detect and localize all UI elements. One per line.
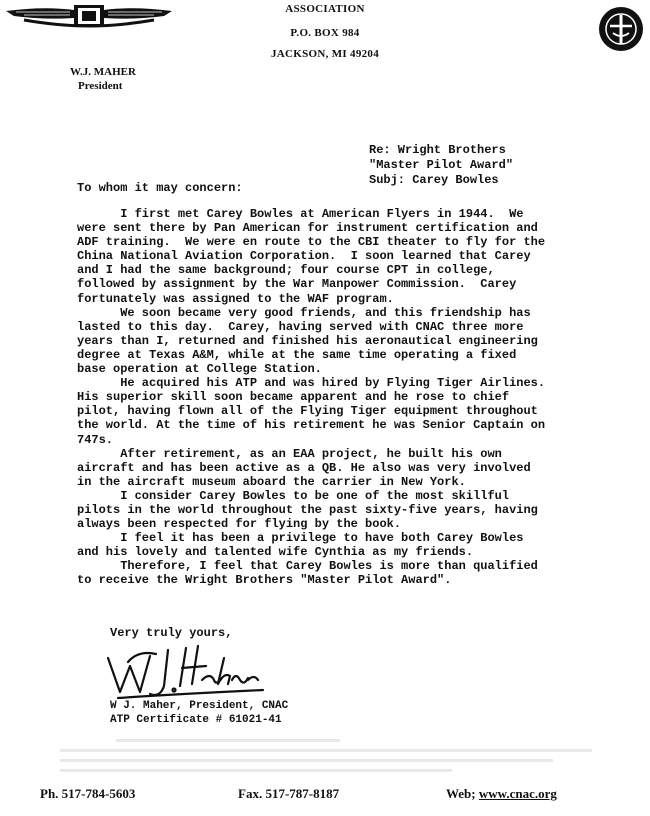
- body-line: and his lovely and talented wife Cynthia as my friends.: [77, 545, 474, 560]
- body-line: and I had the same background; four course CPT in college,: [77, 263, 495, 278]
- body-line: I feel it has been a privilege to have both Carey Bowles: [77, 531, 524, 546]
- handwritten-signature: [98, 636, 273, 704]
- body-line: degree at Texas A&M, while at the same time operating a fixed: [77, 347, 517, 362]
- body-line: He acquired his ATP and was hired by Flying Tiger Airlines.: [77, 376, 546, 391]
- body-line: to receive the Wright Brothers "Master Pilot Award".: [77, 573, 452, 588]
- closing: Very truly yours,: [110, 626, 233, 640]
- body-line: lasted to this day. Carey, having served with CNAC three more: [77, 319, 524, 334]
- body-line: We soon became very good friends, and this friendship has: [77, 305, 531, 320]
- seal-logo-icon: [598, 6, 644, 52]
- president-name: W.J. MAHER: [70, 66, 136, 78]
- body-line: 747s.: [77, 432, 114, 447]
- body-line: always been respected for flying by the book.: [77, 517, 402, 532]
- body-line: I consider Carey Bowles to be one of the most skillful: [77, 488, 510, 503]
- body-line: pilot, having flown all of the Flying Tiger equipment throughout: [77, 404, 538, 419]
- subject-line: Subj: Carey Bowles: [369, 173, 499, 187]
- body-line: Therefore, I feel that Carey Bowles is more than qualified: [77, 559, 538, 574]
- org-po-box: P.O. BOX 984: [290, 27, 360, 39]
- body-line: fortunately was assigned to the WAF program.: [77, 291, 394, 306]
- org-name: ASSOCIATION: [285, 3, 365, 15]
- certificate-number: ATP Certificate # 61021-41: [110, 714, 282, 726]
- body-line: His superior skill soon became apparent and he rose to chief: [77, 390, 510, 405]
- body-line: pilots in the world throughout the past sixty-five years, having: [77, 502, 538, 517]
- body-line: in the aircraft museum aboard the carrier in New York.: [77, 474, 466, 489]
- website-link[interactable]: www.cnac.org: [478, 786, 557, 801]
- footer-phone: Ph. 517-784-5603: [40, 786, 136, 801]
- body-line: ADF training. We were en route to the CBI theater to fly for the: [77, 235, 546, 250]
- body-line: were sent there by Pan American for instrument certification and: [77, 221, 538, 236]
- signatory-name: W J. Maher, President, CNAC: [110, 700, 289, 712]
- subject-block: [369, 143, 513, 188]
- footer-fax: Fax. 517-787-8187: [238, 786, 340, 801]
- body-line: years than I, returned and finished his aeronautical engineering: [77, 333, 538, 348]
- org-city: JACKSON, MI 49204: [270, 48, 380, 60]
- body-line: base operation at College Station.: [77, 362, 322, 377]
- body-line: China National Aviation Corporation. I soon learned that Carey: [77, 249, 531, 264]
- body-line: followed by assignment by the War Manpower Commission. Carey: [77, 277, 517, 292]
- body-line: the world. At the time of his retirement he was Senior Captain on: [77, 418, 546, 433]
- president-title: President: [78, 80, 123, 92]
- salutation: To whom it may concern:: [77, 181, 243, 195]
- body-line: I first met Carey Bowles at American Flyers in 1944. We: [77, 207, 524, 221]
- letter-body: [77, 207, 597, 588]
- body-line: After retirement, as an EAA project, he built his own: [77, 446, 502, 461]
- web-label: Web;: [446, 786, 476, 801]
- award-line: "Master Pilot Award": [369, 158, 514, 172]
- bleed-through-texture: [60, 732, 620, 782]
- re-line: Re: Wright Brothers: [369, 143, 506, 157]
- footer-web: [446, 786, 557, 802]
- body-line: aircraft and has been active as a QB. He also was very involved: [77, 460, 531, 475]
